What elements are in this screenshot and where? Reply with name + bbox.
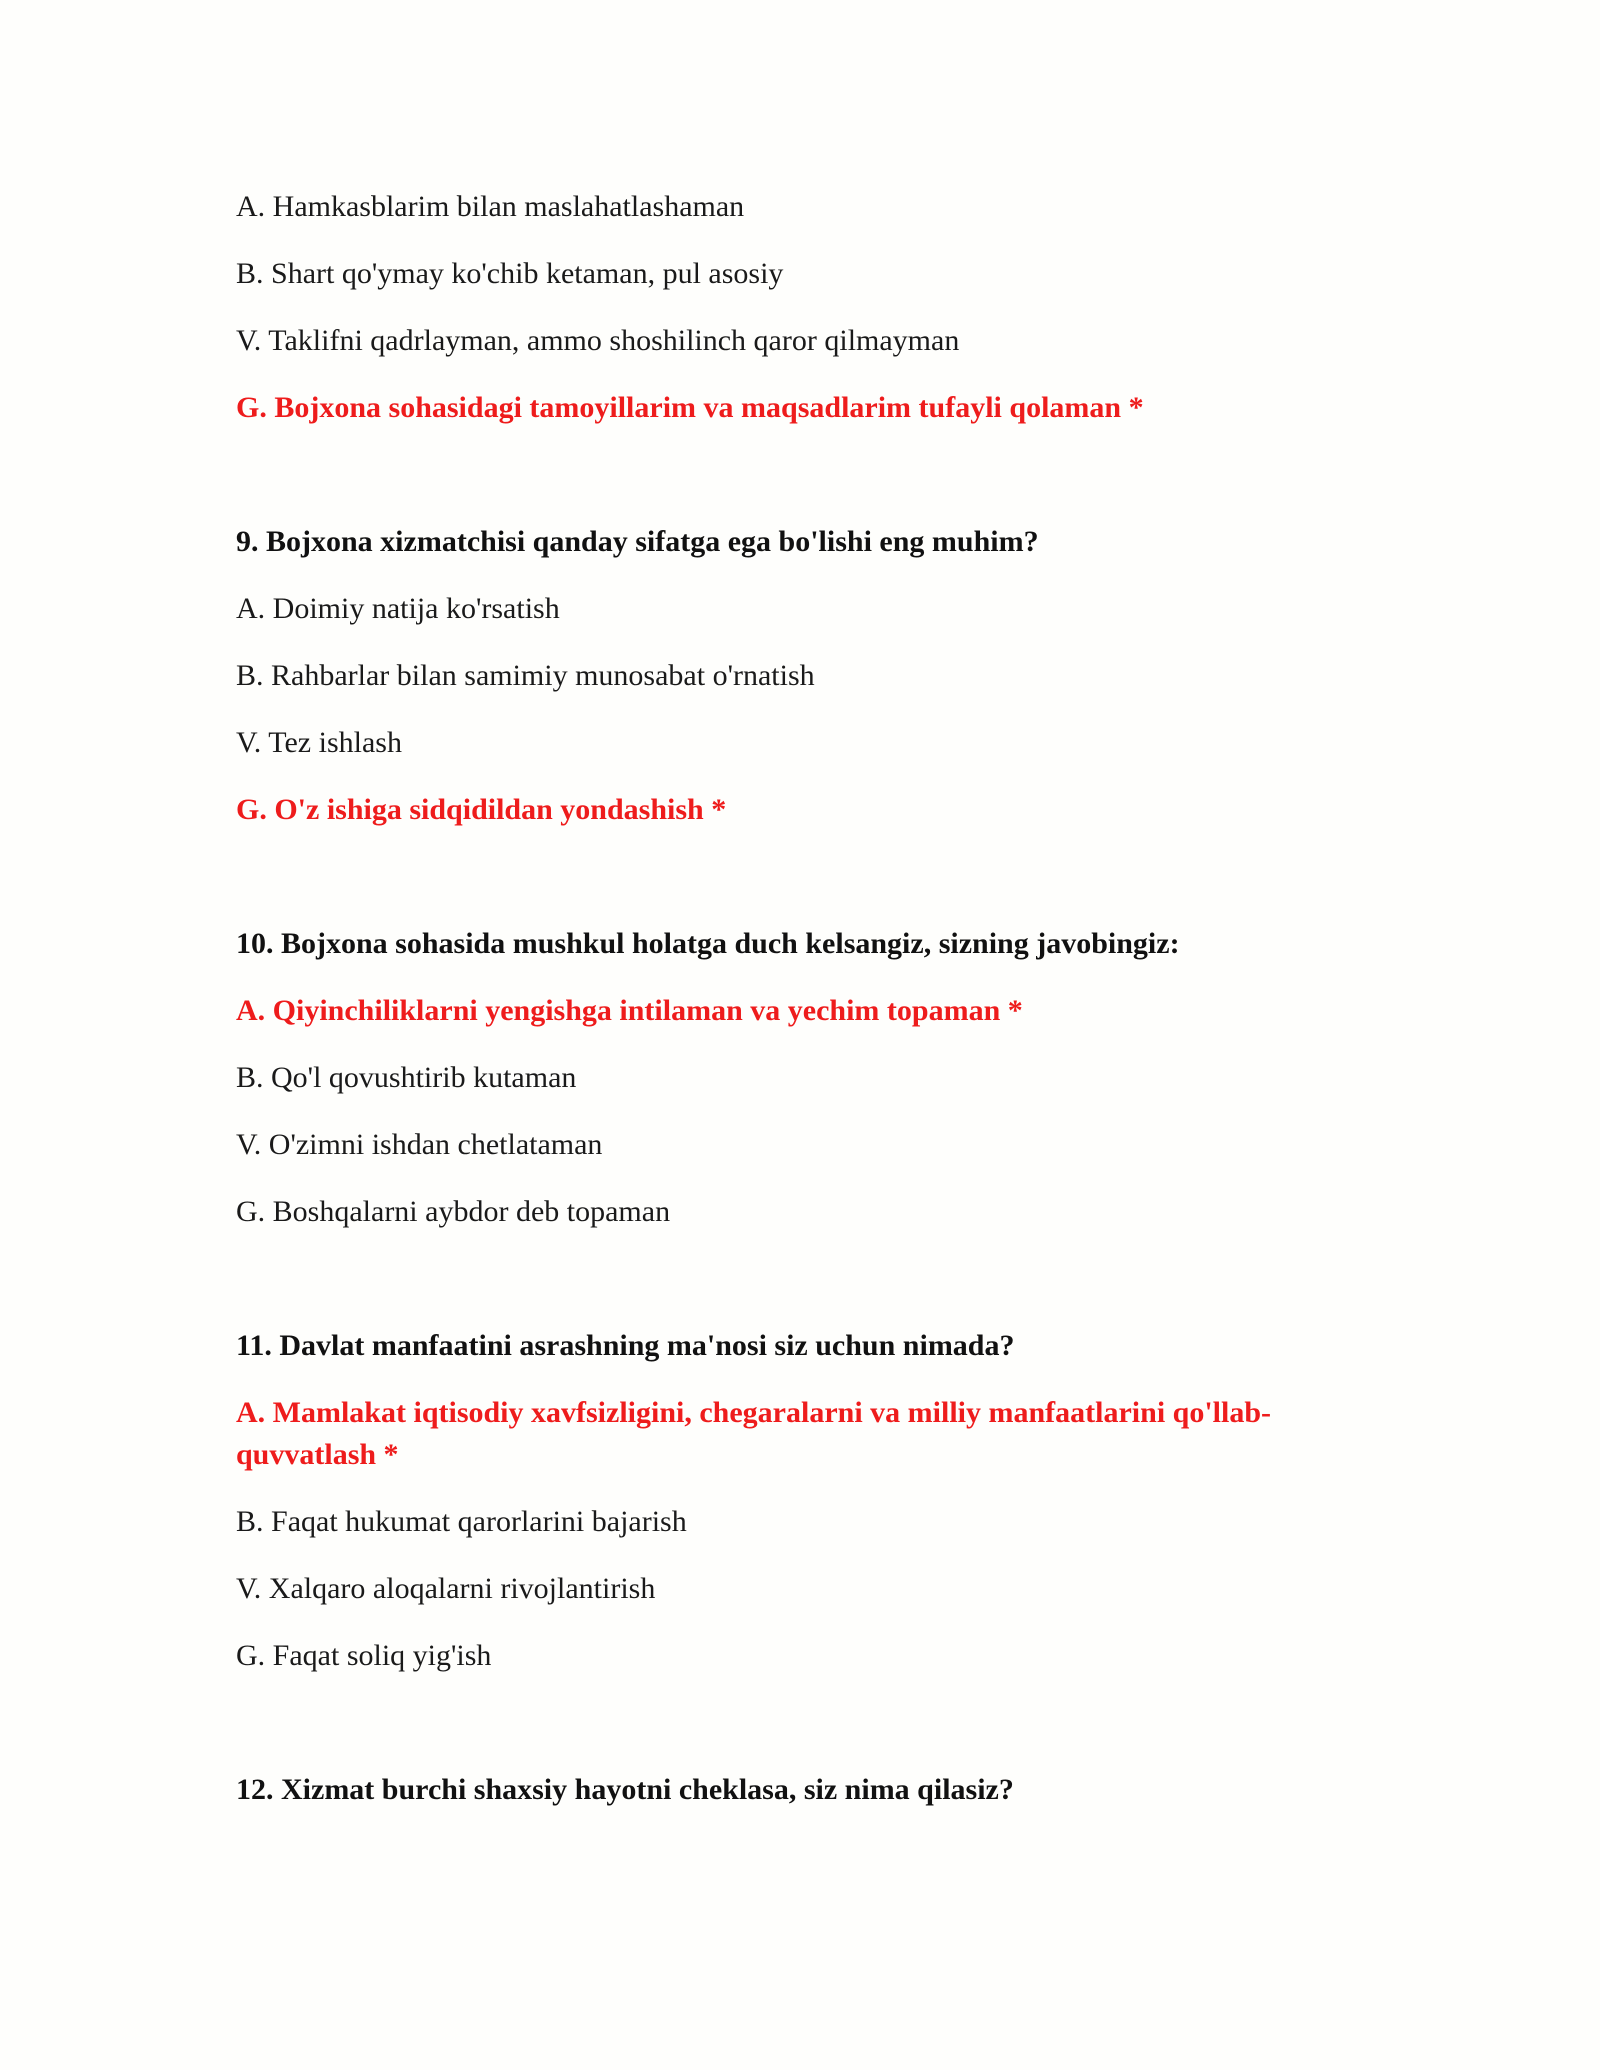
question-block <box>236 1769 1366 1811</box>
correct-answer-option: G. O'z ishiga sidqidildan yondashish * <box>236 793 727 826</box>
question-text: 9. Bojxona xizmatchisi qanday sifatga ega bo'lishi eng muhim? <box>236 525 1039 558</box>
document-page <box>236 186 1366 1836</box>
correct-answer-option: A. Qiyinchiliklarni yengishga intilaman va yechim topaman * <box>236 994 1023 1027</box>
correct-answer-option: A. Mamlakat iqtisodiy xavfsizligini, chegaralarni va milliy manfaatlarini qo'llab-quvvatlash * <box>236 1396 1272 1471</box>
answer-option: V. Xalqaro aloqalarni rivojlantirish <box>236 1572 656 1605</box>
question-text: 12. Xizmat burchi shaxsiy hayotni cheklasa, siz nima qilasiz? <box>236 1773 1014 1806</box>
question-text: 11. Davlat manfaatini asrashning ma'nosi siz uchun nimada? <box>236 1329 1015 1362</box>
answer-option: A. Doimiy natija ko'rsatish <box>236 592 560 625</box>
question-block <box>236 1325 1366 1677</box>
question-block <box>236 923 1366 1233</box>
answer-option: V. O'zimni ishdan chetlataman <box>236 1128 603 1161</box>
answer-option: B. Faqat hukumat qarorlarini bajarish <box>236 1505 687 1538</box>
question-block <box>236 186 1366 429</box>
answer-option: B. Rahbarlar bilan samimiy munosabat o'rnatish <box>236 659 815 692</box>
correct-answer-option: G. Bojxona sohasidagi tamoyillarim va maqsadlarim tufayli qolaman * <box>236 391 1144 424</box>
question-text: 10. Bojxona sohasida mushkul holatga duch kelsangiz, sizning javobingiz: <box>236 927 1180 960</box>
answer-option: B. Qo'l qovushtirib kutaman <box>236 1061 577 1094</box>
answer-option: A. Hamkasblarim bilan maslahatlashaman <box>236 190 745 223</box>
answer-option: G. Faqat soliq yig'ish <box>236 1639 492 1672</box>
answer-option: V. Taklifni qadrlayman, ammo shoshilinch qaror qilmayman <box>236 324 960 357</box>
answer-option: B. Shart qo'ymay ko'chib ketaman, pul asosiy <box>236 257 784 290</box>
answer-option: G. Boshqalarni aybdor deb topaman <box>236 1195 671 1228</box>
answer-option: V. Tez ishlash <box>236 726 402 759</box>
question-block <box>236 521 1366 831</box>
